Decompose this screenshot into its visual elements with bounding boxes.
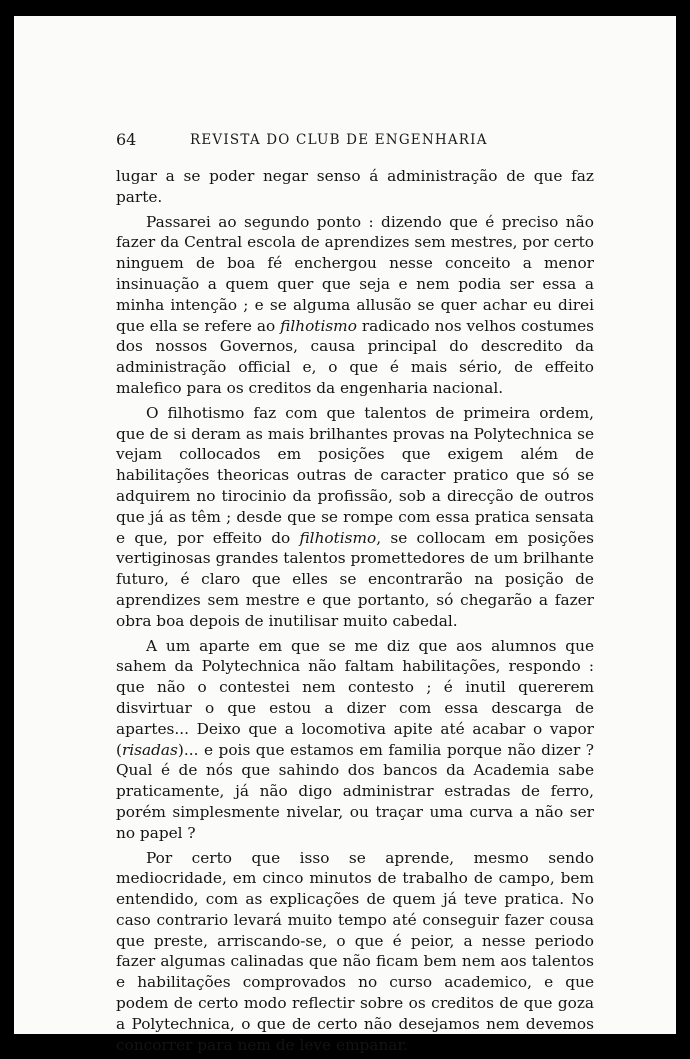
- page-number: 64: [116, 130, 137, 149]
- italic-term: filhotismo: [280, 316, 357, 335]
- paragraph-text: Passarei ao segundo ponto : dizendo que é preciso não fazer da Central escola de aprendizes sem mestres, por certo ninguem de boa fé enchergou nesse conceito a menor insinuação a quem quer que seja e nem podia ser essa a minha intenção ; e se alguma allusão se quer achar eu direi que ella se refere ao: [116, 212, 594, 335]
- paragraph-text: O filhotismo faz com que talentos de primeira ordem, que de si deram as mais brilhantes provas na Polytechnica se vejam collocados em posições que exigem além de habilitações theoricas outras de caracter pratico que só se adquirem no tirocinio da profissão, sob a direcção de outros que já as têm ; desde que se rompe com essa pratica sensata e que, por effeito do: [116, 403, 594, 547]
- paragraph-text: , se collocam em posições vertiginosas grandes talentos promettedores de um brilhante futuro, é claro que elles se encontrarão na posição de aprendizes sem mestre e que portanto, só chegarão a fazer obra boa depois de inutilisar muito cabedal.: [116, 528, 594, 630]
- paragraph-text: lugar a se poder negar senso á administração de que faz parte.: [116, 167, 594, 206]
- italic-term: risadas: [121, 740, 178, 759]
- paragraph-3: [116, 403, 594, 632]
- body-text: [116, 166, 594, 1059]
- paragraph-4: [116, 636, 594, 844]
- paragraph-text: Por certo que isso se aprende, mesmo sendo mediocridade, em cinco minutos de trabalho de campo, bem entendido, com as explicações de quem já teve pratica. No caso contrario levará muito tempo até conseguir fazer cousa que preste, arriscando-se, o que é peior, a nesse periodo fazer algumas calinadas que não ficam bem nem aos talentos e habilitações comprovados no curso academico, e que podem de certo modo reflectir sobre os creditos de que goza a Polytechnica, o que de certo não desejamos nem devemos concorrer para nem de leve empanar.: [116, 848, 594, 1054]
- paragraph-text: A um aparte em que se me diz que aos alumnos que sahem da Polytechnica não faltam habilitações, respondo : que não o contestei nem contesto ; é inutil quererem disvirtuar o que estou a dizer com essa descarga de apartes... Deixo que a locomotiva apite até acabar o vapor (: [116, 636, 594, 759]
- book-page: [14, 16, 676, 1054]
- running-title: REVISTA DO CLUB DE ENGENHARIA: [190, 132, 488, 148]
- paragraph-2: [116, 212, 594, 399]
- paragraph-1: [116, 166, 594, 208]
- paragraph-5: [116, 848, 594, 1056]
- page-header: [116, 130, 606, 152]
- paragraph-text: )... e pois que estamos em familia porque não dizer ? Qual é de nós que sahindo dos bancos da Academia sabe praticamente, já não digo administrar estradas de ferro, porém simplesmente nivelar, ou traçar uma curva a não ser no papel ?: [116, 740, 594, 842]
- paragraph-text: radicado nos velhos costumes dos nossos Governos, causa principal do descredito da administração official e, o que é mais sério, de effeito malefico para os creditos da engenharia nacional.: [116, 316, 594, 397]
- italic-term: filhotismo: [299, 528, 377, 547]
